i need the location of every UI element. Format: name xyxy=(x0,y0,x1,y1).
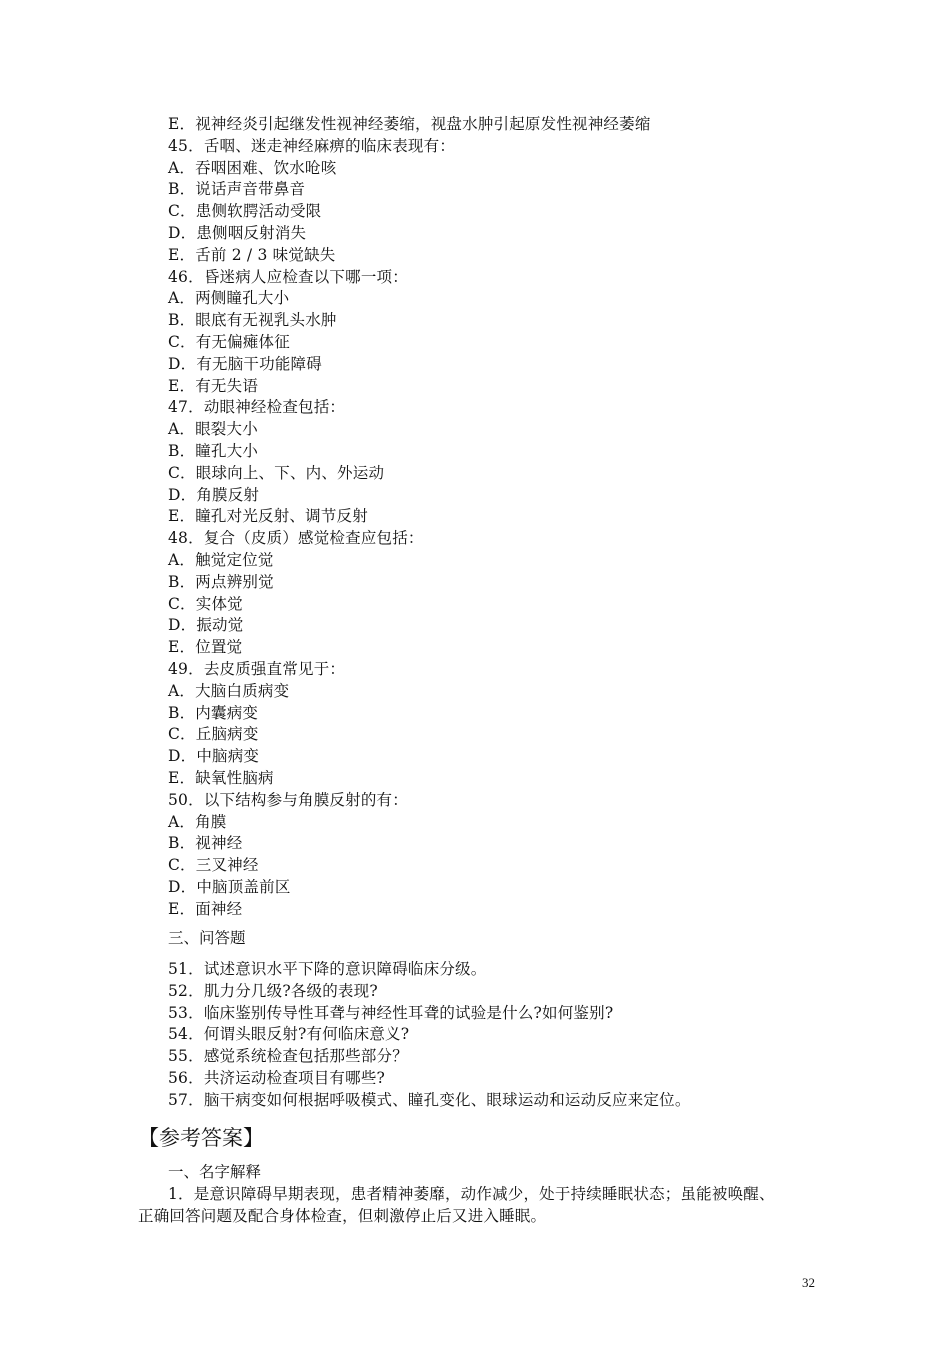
choice-line: D．有无脑干功能障碍 xyxy=(168,354,322,373)
choice-line: E．瞳孔对光反射、调节反射 xyxy=(168,507,368,526)
choice-line: C．三叉神经 xyxy=(168,856,259,875)
choice-line: C．患侧软腭活动受限 xyxy=(168,202,322,221)
essay-question: 51．试述意识水平下降的意识障碍临床分级。 xyxy=(168,960,487,978)
choice-line: B．两点辨别觉 xyxy=(168,572,274,591)
choice-line: B．眼底有无视乳头水肿 xyxy=(168,311,337,330)
question-line: 45．舌咽、迷走神经麻痹的临床表现有： xyxy=(168,136,456,155)
page-number: 32 xyxy=(802,1275,815,1290)
essay-question: 56．共济运动检查项目有哪些? xyxy=(168,1068,386,1087)
choice-line: E．位置觉 xyxy=(168,638,243,657)
choice-line: D．角膜反射 xyxy=(168,485,260,504)
choice-line: D．振动觉 xyxy=(168,616,244,635)
choice-line: A．触觉定位觉 xyxy=(168,550,274,569)
choice-line: A．大脑白质病变 xyxy=(168,681,290,700)
choice-line: A．角膜 xyxy=(168,812,227,831)
answers-subheading: 一、名字解释 xyxy=(168,1163,262,1181)
section-heading-qa xyxy=(168,928,868,950)
multiple-choice-list xyxy=(168,114,868,920)
choice-line: E．视神经炎引起继发性视神经萎缩，视盘水肿引起原发性视神经萎缩 xyxy=(168,115,651,133)
answer-paragraph-line: 正确回答问题及配合身体检查，但刺激停止后又进入睡眠。 xyxy=(138,1206,547,1225)
choice-line: E．有无失语 xyxy=(168,376,259,395)
essay-question: 57．脑干病变如何根据呼吸模式、瞳孔变化、眼球运动和运动反应来定位。 xyxy=(168,1090,691,1109)
choice-line: B．视神经 xyxy=(168,834,243,853)
essay-question: 52．肌力分几级?各级的表现? xyxy=(168,981,378,1000)
choice-line: B．内囊病变 xyxy=(168,703,259,722)
choice-line: E．缺氧性脑病 xyxy=(168,768,274,787)
section-title: 三、问答题 xyxy=(168,929,246,947)
choice-line: C．丘脑病变 xyxy=(168,725,259,744)
choice-line: B．说话声音带鼻音 xyxy=(168,180,306,199)
choice-line: E．舌前 2 / 3 味觉缺失 xyxy=(168,245,336,264)
choice-line: A．两侧瞳孔大小 xyxy=(168,289,290,308)
essay-question: 53．临床鉴别传导性耳聋与神经性耳聋的试验是什么?如何鉴别? xyxy=(168,1003,614,1022)
choice-line: D．患侧咽反射消失 xyxy=(168,223,307,242)
choice-line: C．有无偏瘫体征 xyxy=(168,332,290,351)
essay-question-list xyxy=(168,959,868,1112)
answers-subheading-block xyxy=(168,1162,868,1184)
question-line: 46．昏迷病人应检查以下哪一项： xyxy=(168,267,408,286)
question-line: 47．动眼神经检查包括： xyxy=(168,398,346,417)
choice-line: B．瞳孔大小 xyxy=(168,441,259,460)
choice-line: C．眼球向上、下、内、外运动 xyxy=(168,463,385,482)
choice-line: A．眼裂大小 xyxy=(168,420,258,439)
choice-line: D．中脑顶盖前区 xyxy=(168,877,291,896)
question-line: 49．去皮质强直常见于： xyxy=(168,659,346,678)
choice-line: E．面神经 xyxy=(168,899,243,918)
choice-line: C．实体觉 xyxy=(168,594,243,613)
question-line: 50．以下结构参与角膜反射的有： xyxy=(168,790,408,809)
answer-paragraph-line: 1．是意识障碍早期表现，患者精神萎靡，动作减少，处于持续睡眠状态；虽能被唤醒、 xyxy=(168,1185,775,1203)
answer-paragraph xyxy=(138,1184,828,1228)
choice-line: A．吞咽困难、饮水呛咳 xyxy=(168,158,337,177)
question-line: 48．复合（皮质）感觉检查应包括： xyxy=(168,529,424,548)
answers-title: 【参考答案】 xyxy=(138,1126,264,1150)
essay-question: 55．感觉系统检查包括那些部分？ xyxy=(168,1047,408,1066)
essay-question: 54．何谓头眼反射?有何临床意义? xyxy=(168,1025,410,1044)
choice-line: D．中脑病变 xyxy=(168,747,260,766)
